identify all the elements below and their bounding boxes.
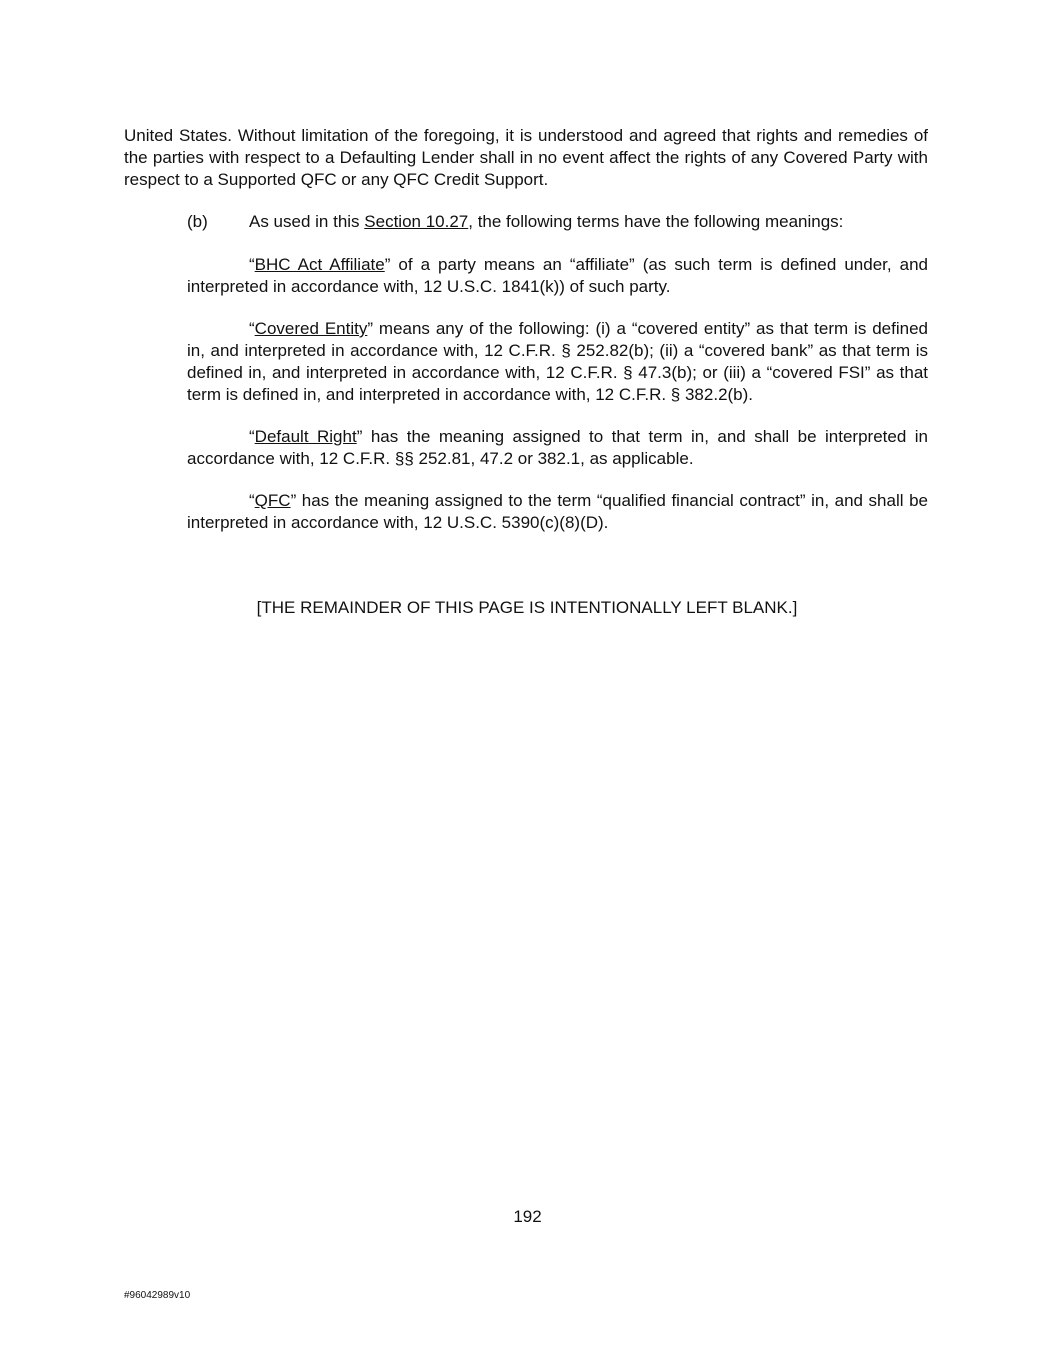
definition-text: has the meaning assigned to the term “qualified financial contract” in, and shall be interpreted in accordance with, 12 U.S.C. 5390(c)(8)(D). xyxy=(187,491,928,532)
definition-text: of a party means an “affiliate” (as such term is defined under, and interpreted in accordance with, 12 U.S.C. 1841(k)) of such party. xyxy=(187,255,928,296)
intentionally-blank-note xyxy=(0,597,1055,619)
intro-paragraph: United States. Without limitation of the foregoing, it is understood and agreed that rights and remedies of the parties with respect to a Defaulting Lender shall in no event affect the rights of any Covered Party with respect to a Supported QFC or any QFC Credit Support. xyxy=(124,126,928,189)
section-reference: Section 10.27 xyxy=(364,212,469,231)
clause-b-text-after: , the following terms have the following meanings: xyxy=(468,212,844,231)
definition-bhc-act-affiliate: “BHC Act Affiliate” of a party means an “affiliate” (as such term is defined under, and interpreted in accordance with, 12 U.S.C. 1841(k)) of such party. xyxy=(187,255,928,296)
definition-text: has the meaning assigned to that term in, and shall be interpreted in accordance with, 12 C.F.R. §§ 252.81, 47.2 or 382.1, as applicable. xyxy=(187,427,928,468)
defined-term: Default Right xyxy=(254,427,357,446)
clause-b-label: (b) xyxy=(187,212,208,231)
definition-text: means any of the following: (i) a “covered entity” as that term is defined in, and interpreted in accordance with, 12 C.F.R. § 252.82(b); (ii) a “covered bank” as that term is defined in, and interpreted in accordance with, 12 C.F.R. § 47.3(b); or (iii) a “covered FSI” as that term is defined in, and interpreted in accordance with, 12 C.F.R. § 382.2(b). xyxy=(187,319,928,404)
definition-default-right: “Default Right” has the meaning assigned to that term in, and shall be interpreted in accordance with, 12 C.F.R. §§ 252.81, 47.2 or 382.1, as applicable. xyxy=(187,427,928,468)
defined-term: Covered Entity xyxy=(254,319,368,338)
definition-qfc: “QFC” has the meaning assigned to the term “qualified financial contract” in, and shall be interpreted in accordance with, 12 U.S.C. 5390(c)(8)(D). xyxy=(187,491,928,532)
intentionally-blank-text: [THE REMAINDER OF THIS PAGE IS INTENTIONALLY LEFT BLANK.] xyxy=(256,598,798,617)
page-number: 192 xyxy=(513,1207,542,1226)
defined-term: QFC xyxy=(254,491,291,510)
definition-covered-entity: “Covered Entity” means any of the following: (i) a “covered entity” as that term is defined in, and interpreted in accordance with, 12 C.F.R. § 252.82(b); (ii) a “covered bank” as that term is defined in, and interpreted in accordance with, 12 C.F.R. § 47.3(b); or (iii) a “covered FSI” as that term is defined in, and interpreted in accordance with, 12 C.F.R. § 382.2(b). xyxy=(187,319,928,404)
defined-term: BHC Act Affiliate xyxy=(254,255,385,274)
document-id: #96042989v10 xyxy=(124,1290,191,1301)
clause-b-text-before: As used in this xyxy=(249,212,365,231)
clause-b-paragraph xyxy=(187,211,928,233)
